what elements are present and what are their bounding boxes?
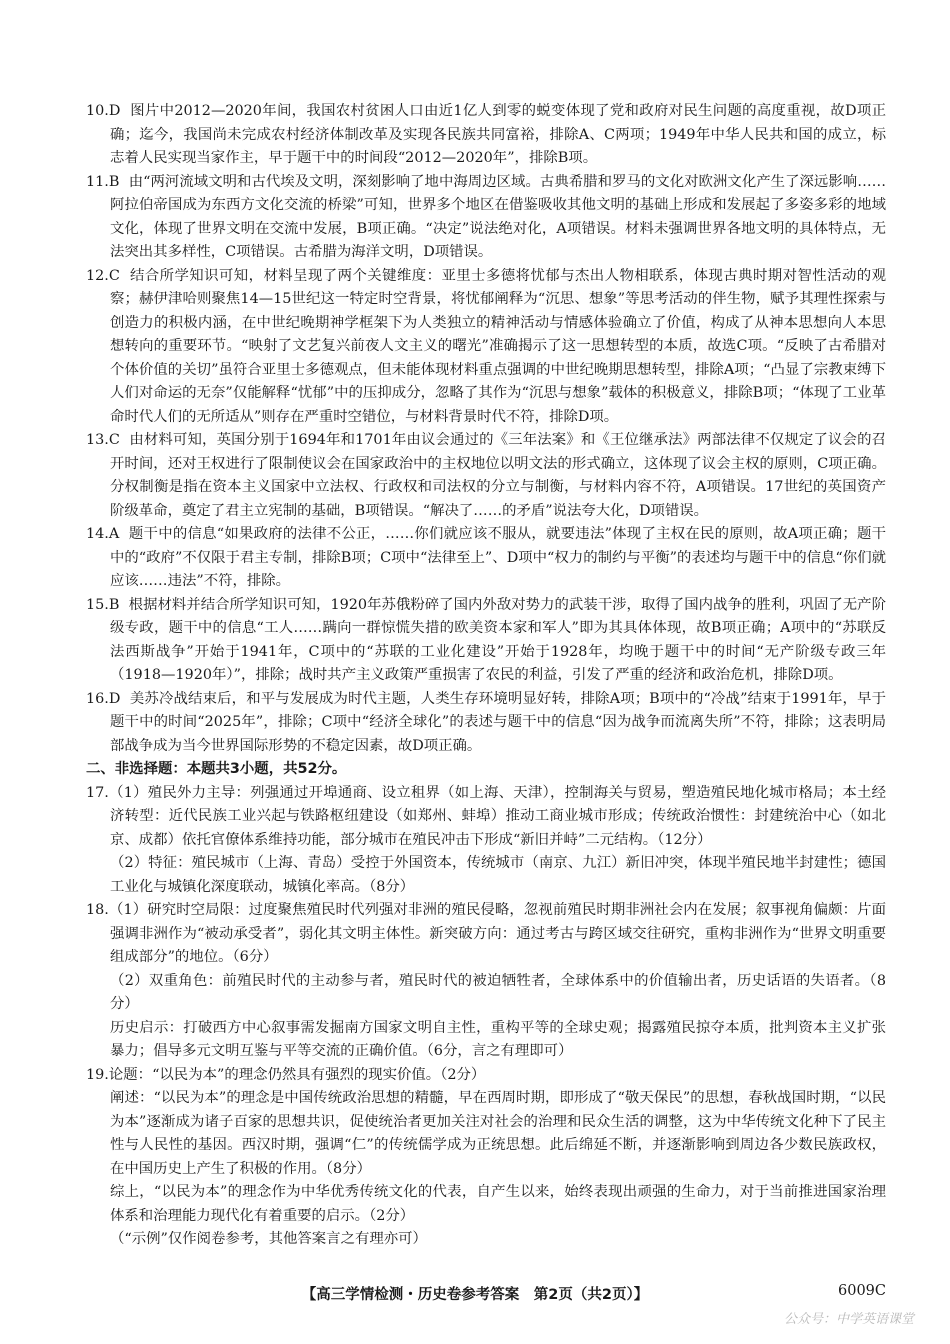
answer-17-part2: （2）特征：殖民城市（上海、青岛）受控于外国资本，传统城市（南京、九江）新旧冲突，体现半殖民地半封建性；德国工业化与城镇化深度联动，城镇化率高。（8分） [110, 855, 886, 895]
answer-number: 14.A [86, 526, 120, 542]
answer-19-part3: 综上，“以民为本”的理念作为中华优秀传统文化的代表，自产生以来，始终表现出顽强的生命力，对于当前推进国家治理体系和治理能力现代化有着重要的启示。（2分） [110, 1184, 886, 1224]
answer-10 [86, 100, 886, 171]
footer-title: 【高三学情检测・历史卷参考答案 第2页（共2页）】 [301, 1287, 649, 1303]
answer-number: 15.B [86, 596, 120, 613]
watermark: 公众号：中学英语课堂 [783, 1312, 914, 1327]
answer-14 [86, 523, 886, 594]
answer-explanation: 美苏冷战结束后，和平与发展成为时代主题，人类生存环境明显好转，排除A项；B项中的“冷战”结束于1991年，早于题干中的时间“2025年”，排除；C项中“经济全球化”的表述与题干中的信息“因为战争而流离失所”不符，排除；这表明局部战争成为当今世界国际形势的不稳定因素，故D项正确。 [110, 690, 886, 754]
answer-text: 论题：“以民为本”的理念仍然具有强烈的现实价值。（2分） [108, 1066, 486, 1083]
answer-11 [86, 171, 886, 265]
answer-number: 11.B [86, 173, 120, 190]
answer-19-part1 [86, 1064, 886, 1088]
answer-17-part1 [86, 782, 886, 853]
answer-explanation: 根据材料并结合所学知识可知，1920年苏俄粉碎了国内外敌对势力的武装干涉，取得了国内战争的胜利，巩固了无产阶级专政，题干中的信息“工人……蹒向一群惊慌失措的欧美资本家和军人”即为其具体体现，故B项正确；A项中的“苏联反法西斯战争”开始于1941年，C项中的“苏联的工业化建设”开始于1928年，均晚于题干中的时间“无产阶级专政三年（1918—1920年）”，排除；战时共产主义政策严重损害了农民的利益，引发了严重的经济和政治危机，排除D项。 [110, 596, 886, 683]
answer-content [86, 100, 886, 1252]
answer-number: 16.D [86, 690, 121, 707]
answer-number: 19. [86, 1066, 109, 1083]
answer-number: 18. [86, 902, 109, 918]
answer-13 [86, 429, 886, 523]
answer-explanation: 由材料可知，英国分别于1694年和1701年由议会通过的《三年法案》和《王位继承法》两部法律不仅规定了议会的召开时间，还对王权进行了限制使议会在国家政治中的主权地位以明文法的形式确立，这体现了议会主权的原则，C项正确。分权制衡是指在资本主义国家中立法权、行政权和司法权的分立与制衡，与材料内容不符，A项错误。17世纪的英国资产阶级革命，奠定了君主立宪制的基础，B项错误。“解决了……的矛盾”说法夸大化，D项错误。 [110, 432, 887, 519]
answer-number: 10.D [86, 103, 121, 119]
answer-12 [86, 265, 886, 430]
answer-19-part2: 阐述：“以民为本”的理念是中国传统政治思想的精髓，早在西周时期，即形成了“敬天保民”的思想，春秋战国时期，“以民为本”逐渐成为诸子百家的思想共识，促使统治者更加关注对社会的治理和民众生活的调整，这为中华传统文化种下了民主性与人民性的基因。西汉时期，强调“仁”的传统儒学成为正统思想。此后绵延不断，并逐渐影响到周边各少数民族政权，在中国历史上产生了积极的作用。（8分） [110, 1090, 886, 1177]
answer-explanation: 由“两河流域文明和古代埃及文明，深刻影响了地中海周边区域。古典希腊和罗马的文化对欧洲文化产生了深远影响……阿拉伯帝国成为东西方文化交流的桥梁”可知，世界多个地区在借鉴吸收其他文明的基础上形成和发展起了多姿多彩的地域文化，体现了世界文明在交流中发展，B项正确。“决定”说法绝对化，A项错误。材料未强调世界各地文明的具体特点，无法突出其多样性，C项错误。古希腊为海洋文明，D项错误。 [110, 173, 886, 260]
answer-explanation: 结合所学知识可知，材料呈现了两个关键维度：亚里士多德将忧郁与杰出人物相联系，体现古典时期对智性活动的观察；赫伊津哈则聚焦14—15世纪这一特定时空背景，将忧郁阐释为“沉思、想象”等思考活动的伴生物，赋予其理性探索与创造力的积极内涵，在中世纪晚期神学框架下为人类独立的精神活动与情感体验确立了价值，构成了从神本思想向人本思想转向的重要环节。“映射了文艺复兴前夜人文主义的曙光”准确揭示了这一思想转型的本质，故选C项。“反映了古希腊对个体价值的关切”虽符合亚里士多德观点，但未能体现材料重点强调的中世纪晚期思想转型，排除A项；“凸显了宗教束缚下人们对命运的无奈”仅能解释“忧郁”中的压抑成分，忽略了其作为“沉思与想象”载体的积极意义，排除B项；“体现了工业革命时代人们的无所适从”则存在严重时空错位，与材料背景时代不符，排除D项。 [110, 267, 886, 425]
answer-explanation: 题干中的信息“如果政府的法律不公正，……你们就应该不服从，就要违法”体现了主权在民的原则，故A项正确；题干中的“政府”不仅限于君主专制，排除B项；C项中“法律至上”、D项中“权力的制约与平衡”的表述均与题干中的信息“你们就应该……违法”不符，排除。 [110, 526, 886, 589]
answer-number: 12.C [86, 267, 120, 284]
answer-text: （1）研究时空局限：过度聚焦殖民时代列强对非洲的殖民侵略，忽视前殖民时期非洲社会内在发展；叙事视角偏颇：片面强调非洲作为“被动承受者”，弱化其文明主体性。新突破方向：通过考古与跨区域交往研究，重构非洲作为“世界文明重要组成部分”的地位。（6分） [108, 902, 886, 965]
paper-code: 6009C [838, 1283, 886, 1299]
answer-18-part1 [86, 899, 886, 970]
answer-number: 13.C [86, 432, 120, 448]
answer-15 [86, 594, 886, 688]
answer-18-part3: 历史启示：打破西方中心叙事需发掘南方国家文明自主性，重构平等的全球史观；揭露殖民掠夺本质，批判资本主义扩张暴力；倡导多元文明互鉴与平等交流的正确价值。（6分，言之有理即可） [110, 1019, 886, 1059]
answer-16 [86, 688, 886, 759]
answer-18-part2: （2）双重角色：前殖民时代的主动参与者，殖民时代的被迫牺牲者，全球体系中的价值输出者，历史话语的失语者。（8分） [110, 972, 886, 1012]
answer-text: （1）殖民外力主导：列强通过开埠通商、设立租界（如上海、天津），控制海关与贸易，塑造殖民地化城市格局；本土经济转型：近代民族工业兴起与铁路枢纽建设（如郑州、蚌埠）推动工商业城市形成；传统政治惯性：封建统治中心（如北京、成都）依托官僚体系维持功能，部分城市在殖民冲击下形成“新旧并峙”二元结构。（12分） [108, 784, 886, 848]
answer-explanation: 图片中2012—2020年间，我国农村贫困人口由近1亿人到零的蜕变体现了党和政府对民生问题的高度重视，故D项正确；迄今，我国尚未完成农村经济体制改革及实现各民族共同富裕，排除A、C两项；1949年中华人民共和国的成立，标志着人民实现当家作主，早于题干中的时间段“2012—2020年”，排除B项。 [110, 103, 886, 166]
answer-19-note: （“示例”仅作阅卷参考，其他答案言之有理亦可） [110, 1231, 427, 1247]
section-heading: 二、非选择题：本题共3小题，共52分。 [86, 761, 347, 777]
answer-number: 17. [86, 784, 109, 801]
page-footer [0, 1283, 950, 1304]
